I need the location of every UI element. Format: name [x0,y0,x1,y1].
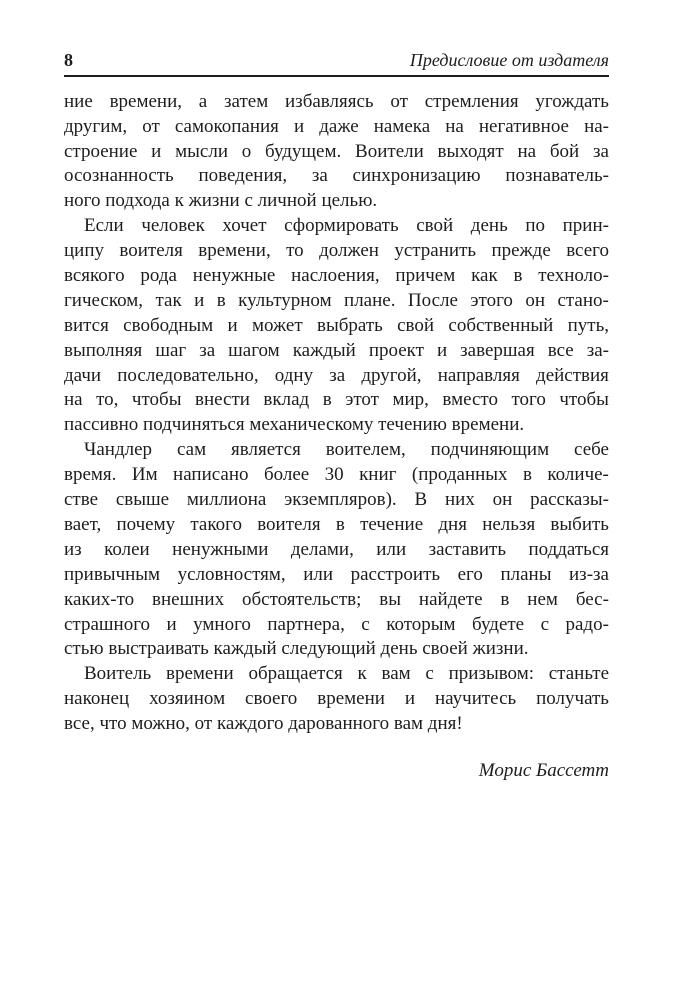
text-line: стью выстраивать каждый следующий день своей жизни. [64,638,529,660]
text-line: строение и мысли о будущем. Воители выходят на бой за [64,140,609,162]
text-line: на то, чтобы внести вклад в этот мир, вместо того чтобы [64,389,609,411]
text-line: наконец хозяином своего времени и научитесь получать [64,688,609,710]
text-line: осознанность поведения, за синхронизацию познаватель- [64,165,609,187]
text-line: вает, почему такого воителя в течение дня нельзя выбить [64,513,609,535]
page-header [64,51,609,77]
text-line: каких-то внешних обстоятельств; вы найдете в нем бес- [64,588,609,610]
text-line: стве свыше миллиона экземпляров). В них он рассказы- [64,489,609,511]
body-text [64,90,609,737]
page-number: 8 [64,50,74,70]
text-line: выполняя шаг за шагом каждый проект и завершая все за- [64,339,609,361]
text-line: Чандлер сам является воителем, подчиняющим себе [84,439,609,461]
text-line: все, что можно, от каждого дарованного вам дня! [64,713,463,735]
text-line: дачи последовательно, одну за другой, направляя действия [64,364,609,386]
text-line: всякого рода ненужные наслоения, причем как в техноло- [64,265,609,287]
text-line: другим, от самокопания и даже намека на негативное на- [64,115,609,137]
text-line: пассивно подчиняться механическому течению времени. [64,414,525,436]
text-line: из колеи ненужными делами, или заставить поддаться [64,538,609,560]
text-line: Если человек хочет сформировать свой день по прин- [84,215,609,237]
text-line: время. Им написано более 30 книг (проданных в количе- [64,464,609,486]
text-line: ного подхода к жизни с личной целью. [64,190,378,212]
running-head: Предисловие от издателя [409,50,609,70]
text-line: ципу воителя времени, то должен устранить прежде всего [64,240,609,262]
text-line: Воитель времени обращается к вам с призывом: станьте [84,663,609,685]
text-line: привычным условностям, или расстроить его планы из-за [64,563,609,585]
text-line: страшного и умного партнера, с которым будете с радо- [64,613,609,635]
author-signature: Морис Бассетт [478,759,609,781]
text-line: гическом, так и в культурном плане. После этого он стано- [64,289,609,311]
text-line: вится свободным и может выбрать свой собственный путь, [64,314,609,336]
text-line: ние времени, а затем избавляясь от стремления угождать [64,90,609,112]
